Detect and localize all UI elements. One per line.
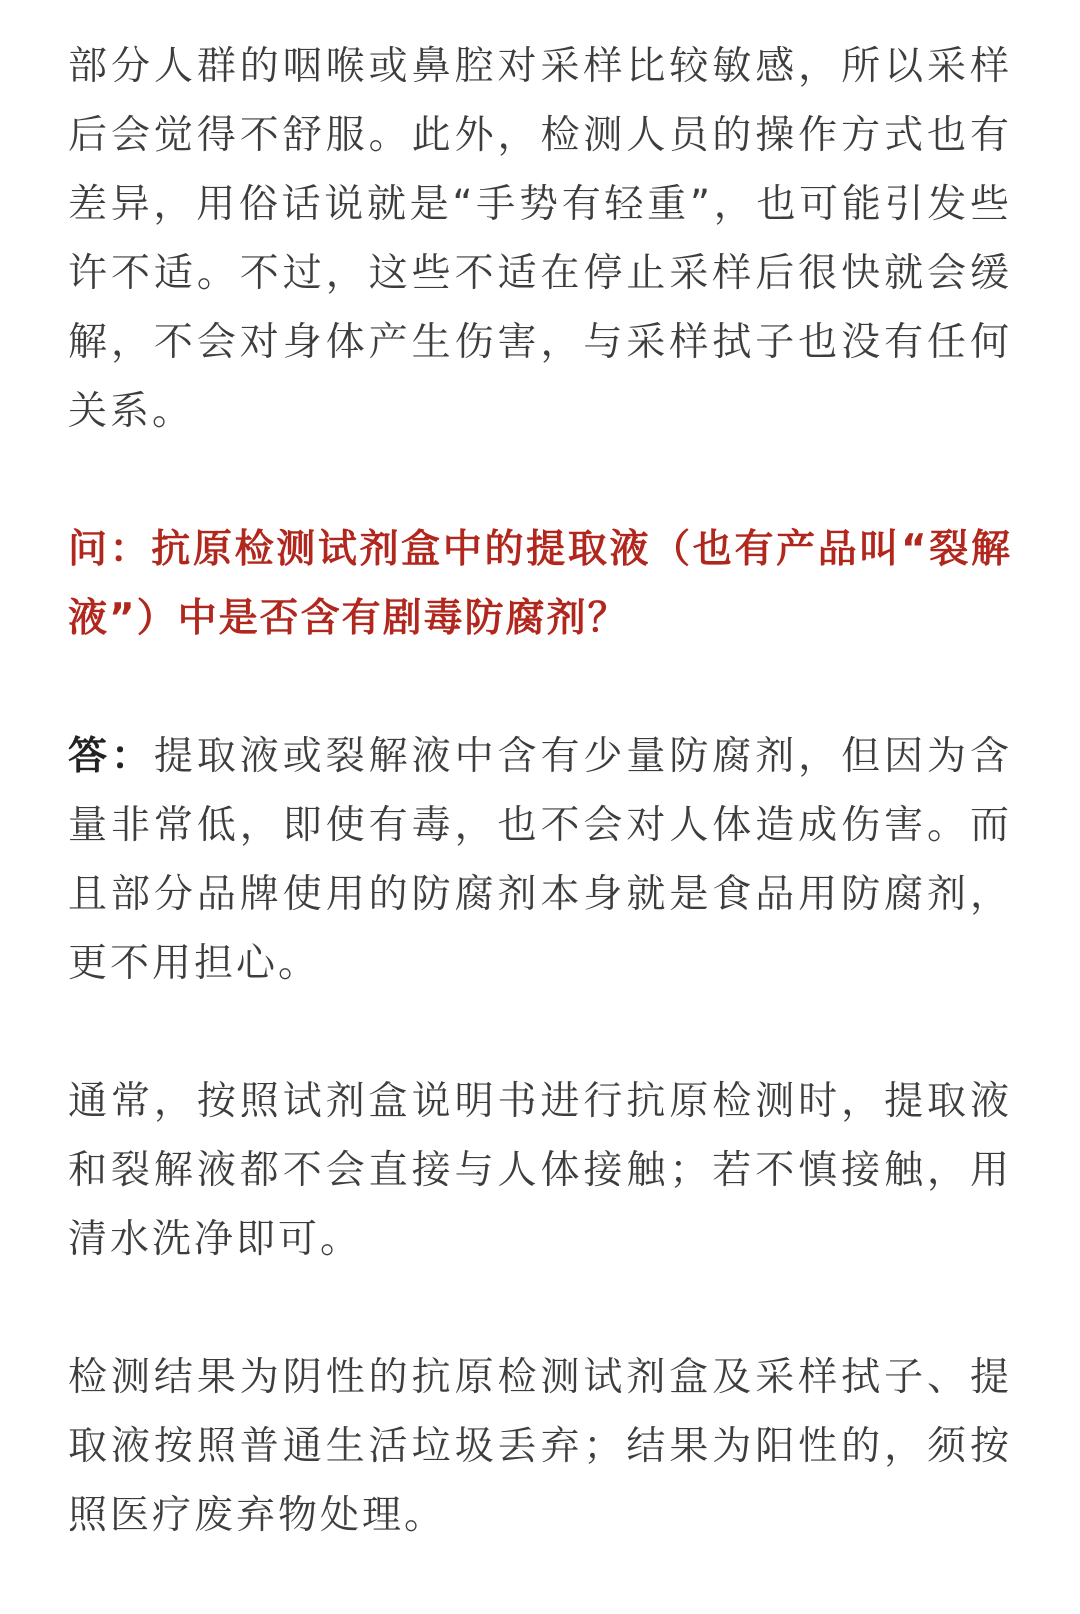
- paragraph-spacer: [68, 653, 1012, 722]
- paragraph-usage-note: 通常，按照试剂盒说明书进行抗原检测时，提取液和裂解液都不会直接与人体接触；若不慎接触，用清水洗净即可。: [68, 1079, 1012, 1262]
- paragraph-spacer: [68, 446, 1012, 515]
- paragraph-spacer: [68, 1274, 1012, 1343]
- paragraph-sampling-discomfort: 部分人群的咽喉或鼻腔对采样比较敏感，所以采样后会觉得不舒服。此外，检测人员的操作方式也有差异，用俗话说就是“手势有轻重”，也可能引发些许不适。不过，这些不适在停止采样后很快就会缓解，不会对身体产生伤害，与采样拭子也没有任何关系。: [68, 44, 1012, 434]
- answer-paragraph: [68, 722, 1012, 998]
- answer-label: 答：: [68, 734, 154, 779]
- question-heading: 问：抗原检测试剂盒中的提取液（也有产品叫“裂解液”）中是否含有剧毒防腐剂？: [68, 527, 1012, 641]
- paragraph-disposal: 检测结果为阴性的抗原检测试剂盒及采样拭子、提取液按照普通生活垃圾丢弃；结果为阳性的，须按照医疗废弃物处理。: [68, 1355, 1012, 1538]
- article-body: [68, 32, 1012, 1550]
- paragraph-spacer: [68, 998, 1012, 1067]
- answer-text: 提取液或裂解液中含有少量防腐剂，但因为含量非常低，即使有毒，也不会对人体造成伤害。而且部分品牌使用的防腐剂本身就是食品用防腐剂，更不用担心。: [68, 734, 1012, 986]
